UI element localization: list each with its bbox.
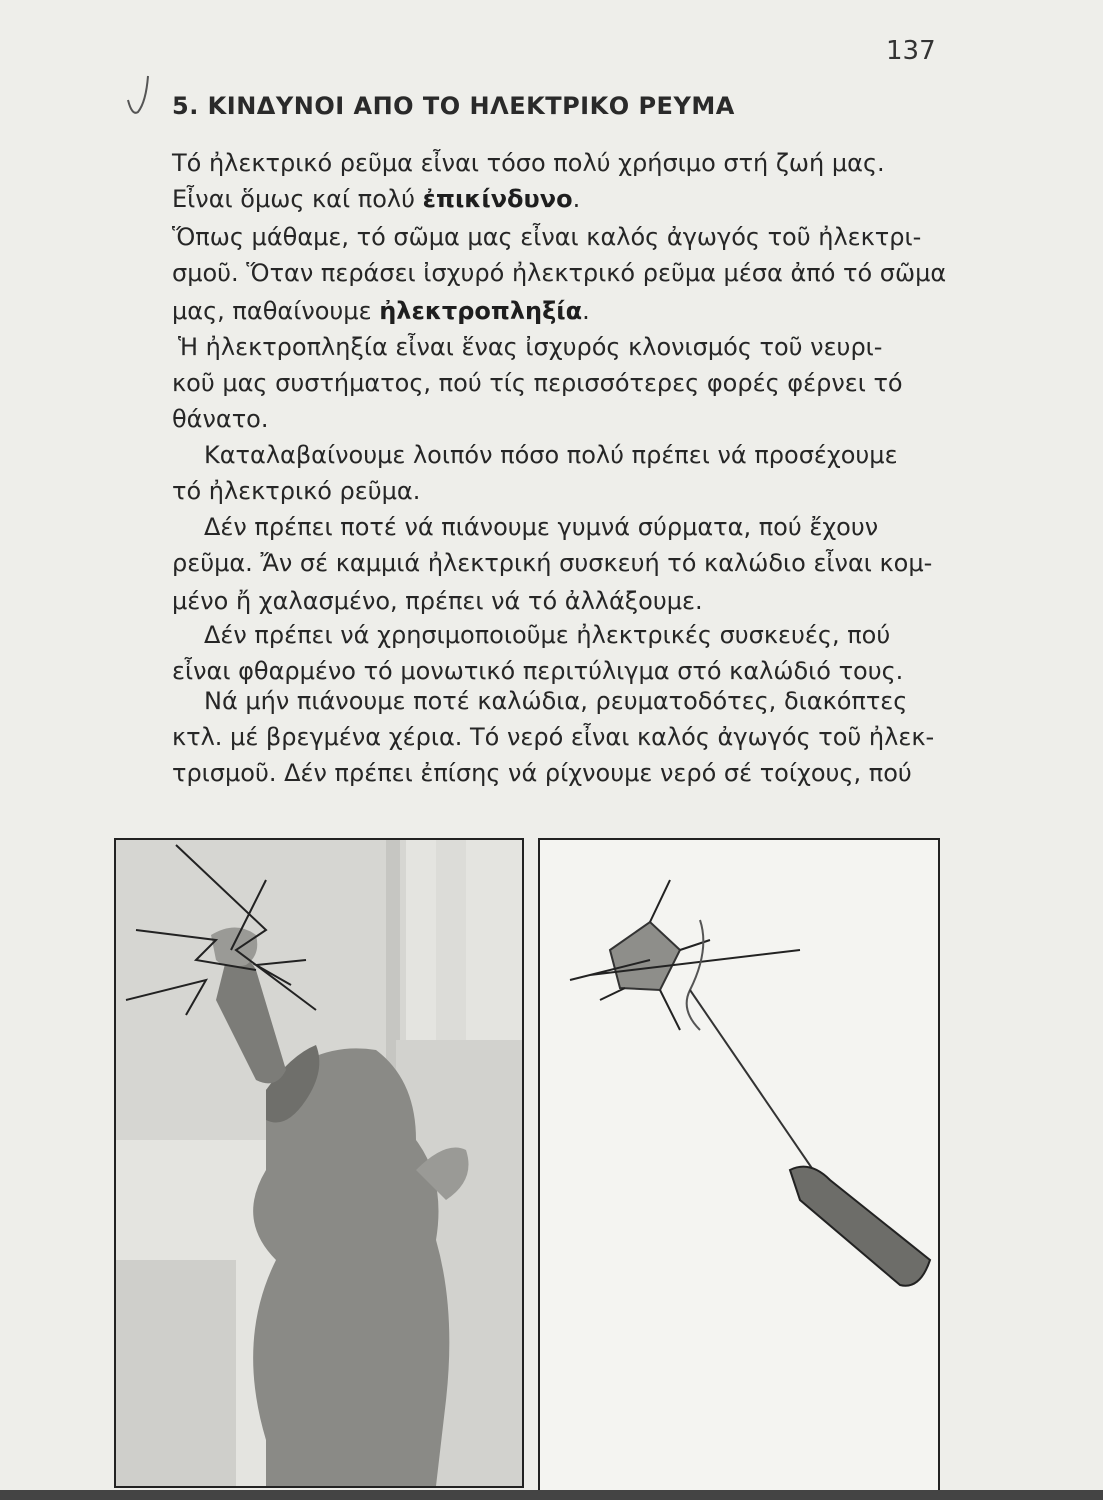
handwritten-check-mark — [124, 72, 154, 122]
text-span: τό ἠλεκτρικό ρεῦμα. — [172, 477, 421, 505]
text-line — [172, 586, 703, 616]
text-span: Ὅπως μάθαμε, τό σῶμα μας εἶναι καλός ἀγωγός τοῦ ἠλεκτρι- — [172, 223, 922, 251]
text-line — [172, 296, 590, 326]
page-number: 137 — [886, 36, 936, 66]
text-line — [172, 404, 269, 434]
text-line — [172, 184, 580, 214]
illustration-boy-electric-shock — [114, 838, 524, 1488]
text-line — [172, 722, 934, 752]
text-span: Ἡ ἠλεκτροπληξία εἶναι ἕνας ἰσχυρός κλονισμός τοῦ νευρι- — [178, 333, 883, 361]
text-line — [178, 332, 882, 362]
text-line — [172, 222, 921, 252]
text-line — [172, 656, 903, 686]
text-line — [172, 368, 903, 398]
text-span: τρισμοῦ. Δέν πρέπει ἐπίσης νά ρίχνουμε νερό σέ τοίχους, πού — [172, 759, 912, 787]
text-line — [204, 512, 878, 542]
text-line — [172, 758, 912, 788]
text-span: . — [572, 185, 581, 213]
scan-bottom-edge — [0, 1490, 1103, 1500]
text-span: Δέν πρέπει ποτέ νά πιάνουμε γυμνά σύρματα, πού ἔχουν — [204, 513, 879, 541]
text-span: εἶναι φθαρμένο τό μονωτικό περιτύλιγμα στό καλώδιό τους. — [172, 657, 904, 685]
text-line — [172, 548, 932, 578]
text-line — [204, 620, 890, 650]
text-span: Τό ἠλεκτρικό ρεῦμα εἶναι τόσο πολύ χρήσιμο στή ζωή μας. — [172, 149, 885, 177]
illustration-kite-on-power-line — [538, 838, 940, 1492]
text-line — [172, 476, 420, 506]
section-heading: 5. ΚΙΝΔΥΝΟΙ ΑΠΟ ΤΟ ΗΛΕΚΤΡΙΚΟ ΡΕΥΜΑ — [172, 92, 735, 120]
text-span: σμοῦ. Ὅταν περάσει ἰσχυρό ἠλεκτρικό ρεῦμα μέσα ἀπό τό σῶμα — [172, 259, 947, 287]
text-span: Καταλαβαίνουμε λοιπόν πόσο πολύ πρέπει νά προσέχουμε — [204, 441, 898, 469]
bold-term: ἠλεκτροπληξία — [379, 297, 583, 325]
text-span: μας, παθαίνουμε — [172, 297, 380, 325]
text-span: . — [582, 297, 590, 325]
bold-term: ἐπικίνδυνο — [422, 185, 573, 213]
text-line — [204, 686, 907, 716]
text-span: θάνατο. — [172, 405, 269, 433]
text-span: Νά μήν πιάνουμε ποτέ καλώδια, ρευματοδότες, διακόπτες — [204, 687, 908, 715]
text-span: κτλ. μέ βρεγμένα χέρια. Τό νερό εἶναι καλός ἀγωγός τοῦ ἠλεκ- — [172, 723, 935, 751]
text-line — [172, 258, 946, 288]
text-line — [172, 148, 885, 178]
text-span: κοῦ μας συστήματος, πού τίς περισσότερες φορές φέρνει τό — [172, 369, 903, 397]
text-span: ρεῦμα. Ἄν σέ καμμιά ἠλεκτρική συσκευή τό καλώδιο εἶναι κομ- — [172, 549, 933, 577]
text-line — [204, 440, 898, 470]
text-span: μένο ἤ χαλασμένο, πρέπει νά τό ἀλλάξουμε. — [172, 587, 703, 615]
text-span: Εἶναι ὅμως καί πολύ — [172, 185, 423, 213]
text-span: Δέν πρέπει νά χρησιμοποιοῦμε ἠλεκτρικές συσκευές, πού — [204, 621, 891, 649]
